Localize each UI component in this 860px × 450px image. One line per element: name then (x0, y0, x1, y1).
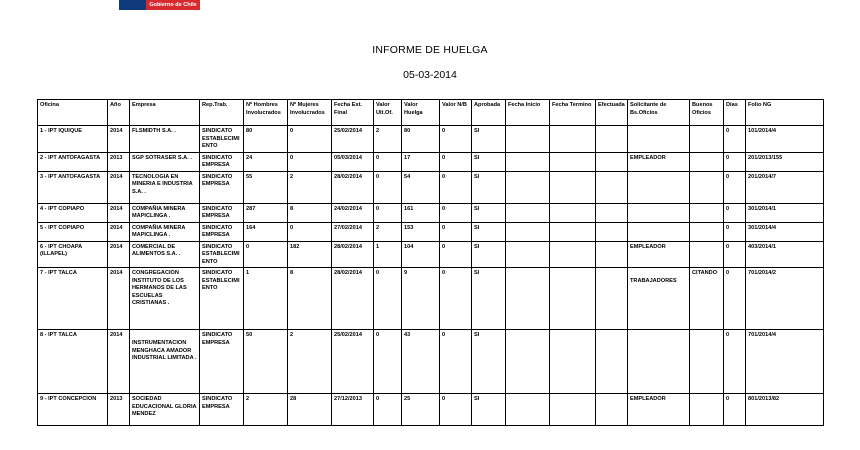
table-row (38, 203, 824, 222)
cell-folio-ng: 201/2014/7 (746, 171, 824, 203)
cell-mujeres: 28 (288, 394, 332, 426)
col-aprobada: Aprobada (472, 100, 506, 126)
cell-empresa: TECNOLOGIA EN MINERIA E INDUSTRIA S.A. . (130, 171, 200, 203)
cell-aprobada: SI (472, 126, 506, 153)
cell-fecha-inicio (506, 222, 550, 241)
cell-oficina: 2 - IPT ANTOFAGASTA (38, 152, 108, 171)
cell-empresa: CONGREGACION INSTITUTO DE LOS HERMANOS DE LAS ESCUELAS CRISTIANAS . (130, 268, 200, 330)
cell-fecha-est-final: 05/03/2014 (332, 152, 374, 171)
logo-text: Gobierno de Chile (149, 2, 197, 8)
cell-fecha-inicio (506, 171, 550, 203)
table-row (38, 222, 824, 241)
cell-efectuada (596, 241, 628, 268)
cell-ano: 2013 (108, 152, 130, 171)
cell-fecha-termino (550, 126, 596, 153)
cell-dias: 0 (724, 394, 746, 426)
cell-rep-trab: SINDICATO EMPRESA (200, 330, 244, 394)
cell-buenos-oficios (690, 394, 724, 426)
cell-oficina: 6 - IPT CHOAPA (ILLAPEL) (38, 241, 108, 268)
cell-mujeres: 8 (288, 203, 332, 222)
cell-mujeres: 0 (288, 152, 332, 171)
cell-folio-ng: 701/2014/2 (746, 268, 824, 330)
cell-valor-ult-of: 0 (374, 268, 402, 330)
col-valor-huelga: Valor Huelga (402, 100, 440, 126)
cell-folio-ng: 201/2013/155 (746, 152, 824, 171)
cell-efectuada (596, 152, 628, 171)
cell-buenos-oficios (690, 222, 724, 241)
table-row (38, 126, 824, 153)
table-row (38, 394, 824, 426)
cell-valor-nb: 0 (440, 152, 472, 171)
cell-buenos-oficios (690, 126, 724, 153)
col-valor-ult-of: Valor Ult.Of. (374, 100, 402, 126)
cell-fecha-est-final: 24/02/2014 (332, 203, 374, 222)
table-row (38, 152, 824, 171)
cell-fecha-termino (550, 241, 596, 268)
cell-oficina: 4 - IPT COPIAPO (38, 203, 108, 222)
cell-hombres: 55 (244, 171, 288, 203)
cell-fecha-termino (550, 152, 596, 171)
cell-valor-huelga: 9 (402, 268, 440, 330)
table-row (38, 171, 824, 203)
cell-fecha-inicio (506, 241, 550, 268)
cell-ano: 2014 (108, 126, 130, 153)
cell-dias: 0 (724, 203, 746, 222)
cell-dias: 0 (724, 222, 746, 241)
cell-oficina: 7 - IPT TALCA (38, 268, 108, 330)
cell-fecha-est-final: 28/02/2014 (332, 171, 374, 203)
logo-blue-block (119, 0, 146, 10)
cell-fecha-inicio (506, 203, 550, 222)
col-empresa: Empresa (130, 100, 200, 126)
cell-hombres: 2 (244, 394, 288, 426)
cell-solicitante: EMPLEADOR (628, 394, 690, 426)
cell-solicitante (628, 171, 690, 203)
cell-ano: 2014 (108, 330, 130, 394)
cell-valor-nb: 0 (440, 171, 472, 203)
cell-oficina: 8 - IPT TALCA (38, 330, 108, 394)
cell-valor-nb: 0 (440, 222, 472, 241)
cell-fecha-est-final: 27/02/2014 (332, 222, 374, 241)
cell-rep-trab: SINDICATO EMPRESA (200, 171, 244, 203)
cell-aprobada: SI (472, 330, 506, 394)
cell-valor-huelga: 161 (402, 203, 440, 222)
cell-fecha-est-final: 25/02/2014 (332, 126, 374, 153)
cell-empresa: COMPAÑIA MINERA MAPICLINGA . (130, 203, 200, 222)
cell-valor-ult-of: 0 (374, 171, 402, 203)
cell-valor-nb: 0 (440, 268, 472, 330)
cell-empresa: SOCIEDAD EDUCACIONAL GLORIA MENDEZ (130, 394, 200, 426)
cell-mujeres: 2 (288, 171, 332, 203)
col-dias: Días (724, 100, 746, 126)
cell-rep-trab: SINDICATO ESTABLECIMIENTO (200, 268, 244, 330)
cell-dias: 0 (724, 330, 746, 394)
strike-report-table (37, 99, 824, 426)
cell-fecha-termino (550, 268, 596, 330)
cell-efectuada (596, 222, 628, 241)
col-folio-ng: Folio NG (746, 100, 824, 126)
cell-fecha-inicio (506, 330, 550, 394)
cell-fecha-est-final: 28/02/2014 (332, 241, 374, 268)
cell-buenos-oficios (690, 171, 724, 203)
cell-buenos-oficios (690, 241, 724, 268)
cell-ano: 2014 (108, 203, 130, 222)
cell-efectuada (596, 126, 628, 153)
cell-hombres: 164 (244, 222, 288, 241)
cell-fecha-inicio (506, 394, 550, 426)
cell-valor-huelga: 80 (402, 126, 440, 153)
cell-dias: 0 (724, 171, 746, 203)
cell-hombres: 24 (244, 152, 288, 171)
cell-solicitante (628, 330, 690, 394)
cell-dias: 0 (724, 241, 746, 268)
cell-aprobada: SI (472, 152, 506, 171)
table-row (38, 330, 824, 394)
cell-valor-huelga: 25 (402, 394, 440, 426)
cell-empresa: COMPAÑIA MINERA MAPICLINGA . (130, 222, 200, 241)
col-mujeres: Nº Mujeres Involucrados (288, 100, 332, 126)
cell-ano: 2014 (108, 222, 130, 241)
cell-valor-nb: 0 (440, 126, 472, 153)
cell-mujeres: 182 (288, 241, 332, 268)
cell-rep-trab: SINDICATO EMPRESA (200, 152, 244, 171)
col-fecha-inicio: Fecha Inicio (506, 100, 550, 126)
cell-rep-trab: SINDICATO EMPRESA (200, 203, 244, 222)
col-hombres: Nº Hombres Involucrados (244, 100, 288, 126)
cell-ano: 2014 (108, 171, 130, 203)
cell-empresa: FLSMIDTH S.A. . (130, 126, 200, 153)
cell-buenos-oficios (690, 330, 724, 394)
col-oficina: Oficina (38, 100, 108, 126)
cell-aprobada: SI (472, 241, 506, 268)
cell-valor-ult-of: 1 (374, 241, 402, 268)
cell-folio-ng: 301/2014/4 (746, 222, 824, 241)
cell-aprobada: SI (472, 394, 506, 426)
cell-fecha-inicio (506, 268, 550, 330)
cell-oficina: 1 - IPT IQUIQUE (38, 126, 108, 153)
cell-buenos-oficios (690, 203, 724, 222)
cell-valor-ult-of: 0 (374, 152, 402, 171)
cell-valor-ult-of: 2 (374, 126, 402, 153)
cell-valor-nb: 0 (440, 203, 472, 222)
cell-fecha-termino (550, 330, 596, 394)
cell-valor-huelga: 54 (402, 171, 440, 203)
cell-hombres: 0 (244, 241, 288, 268)
cell-folio-ng: 101/2014/4 (746, 126, 824, 153)
cell-hombres: 50 (244, 330, 288, 394)
cell-mujeres: 2 (288, 330, 332, 394)
col-efectuada: Efectuada (596, 100, 628, 126)
cell-valor-nb: 0 (440, 330, 472, 394)
cell-efectuada (596, 268, 628, 330)
cell-dias: 0 (724, 268, 746, 330)
report-title: INFORME DE HUELGA (372, 44, 488, 56)
cell-oficina: 9 - IPT CONCEPCION (38, 394, 108, 426)
cell-aprobada: SI (472, 203, 506, 222)
header-row (38, 100, 824, 126)
cell-efectuada (596, 330, 628, 394)
cell-hombres: 80 (244, 126, 288, 153)
cell-empresa: SGP SOTRASER S.A. . (130, 152, 200, 171)
cell-fecha-est-final: 25/02/2014 (332, 330, 374, 394)
cell-rep-trab: SINDICATO EMPRESA (200, 394, 244, 426)
cell-dias: 0 (724, 126, 746, 153)
cell-fecha-inicio (506, 126, 550, 153)
cell-solicitante (628, 203, 690, 222)
cell-valor-ult-of: 0 (374, 203, 402, 222)
cell-mujeres: 8 (288, 268, 332, 330)
cell-folio-ng: 801/2013/82 (746, 394, 824, 426)
cell-buenos-oficios (690, 152, 724, 171)
cell-fecha-termino (550, 222, 596, 241)
cell-rep-trab: SINDICATO ESTABLECIMIENTO (200, 241, 244, 268)
cell-valor-nb: 0 (440, 394, 472, 426)
cell-fecha-termino (550, 171, 596, 203)
col-ano: Año (108, 100, 130, 126)
cell-efectuada (596, 394, 628, 426)
cell-ano: 2014 (108, 268, 130, 330)
cell-fecha-inicio (506, 152, 550, 171)
cell-valor-huelga: 153 (402, 222, 440, 241)
cell-solicitante: EMPLEADOR (628, 152, 690, 171)
table-row (38, 268, 824, 330)
government-logo (119, 0, 200, 15)
cell-oficina: 5 - IPT COPIAPO (38, 222, 108, 241)
cell-aprobada: SI (472, 268, 506, 330)
cell-fecha-est-final: 27/12/2013 (332, 394, 374, 426)
cell-valor-nb: 0 (440, 241, 472, 268)
col-valor-nb: Valor N/B (440, 100, 472, 126)
cell-buenos-oficios: CITANDO (690, 268, 724, 330)
col-solicitante: Solicitante de Bs.Oficios (628, 100, 690, 126)
cell-hombres: 1 (244, 268, 288, 330)
cell-ano: 2014 (108, 241, 130, 268)
cell-mujeres: 0 (288, 222, 332, 241)
cell-aprobada: SI (472, 222, 506, 241)
col-buenos-oficios: Buenos Oficios (690, 100, 724, 126)
cell-folio-ng: 301/2014/1 (746, 203, 824, 222)
cell-efectuada (596, 203, 628, 222)
col-rep-trab: Rep.Trab. (200, 100, 244, 126)
cell-aprobada: SI (472, 171, 506, 203)
report-date: 05-03-2014 (403, 69, 457, 81)
cell-oficina: 3 - IPT ANTOFAGASTA (38, 171, 108, 203)
cell-valor-ult-of: 0 (374, 394, 402, 426)
cell-rep-trab: SINDICATO ESTABLECIMIENTO (200, 126, 244, 153)
cell-folio-ng: 403/2014/1 (746, 241, 824, 268)
cell-valor-huelga: 43 (402, 330, 440, 394)
cell-hombres: 287 (244, 203, 288, 222)
table-row (38, 241, 824, 268)
cell-solicitante (628, 126, 690, 153)
cell-dias: 0 (724, 152, 746, 171)
cell-rep-trab: SINDICATO EMPRESA (200, 222, 244, 241)
col-fecha-est-final: Fecha Est. Final (332, 100, 374, 126)
col-fecha-termino: Fecha Termino (550, 100, 596, 126)
cell-solicitante: TRABAJADORES (628, 268, 690, 330)
cell-efectuada (596, 171, 628, 203)
cell-ano: 2013 (108, 394, 130, 426)
cell-valor-ult-of: 0 (374, 330, 402, 394)
cell-fecha-termino (550, 203, 596, 222)
cell-solicitante: EMPLEADOR (628, 241, 690, 268)
cell-solicitante (628, 222, 690, 241)
cell-empresa: COMERCIAL DE ALIMENTOS S.A. . (130, 241, 200, 268)
cell-valor-huelga: 104 (402, 241, 440, 268)
cell-valor-huelga: 17 (402, 152, 440, 171)
cell-mujeres: 0 (288, 126, 332, 153)
cell-fecha-termino (550, 394, 596, 426)
cell-valor-ult-of: 2 (374, 222, 402, 241)
cell-empresa: INSTRUMENTACION MENGHACA AMADOR INDUSTRIAL LIMITADA . (130, 330, 200, 394)
cell-fecha-est-final: 28/02/2014 (332, 268, 374, 330)
cell-folio-ng: 701/2014/4 (746, 330, 824, 394)
